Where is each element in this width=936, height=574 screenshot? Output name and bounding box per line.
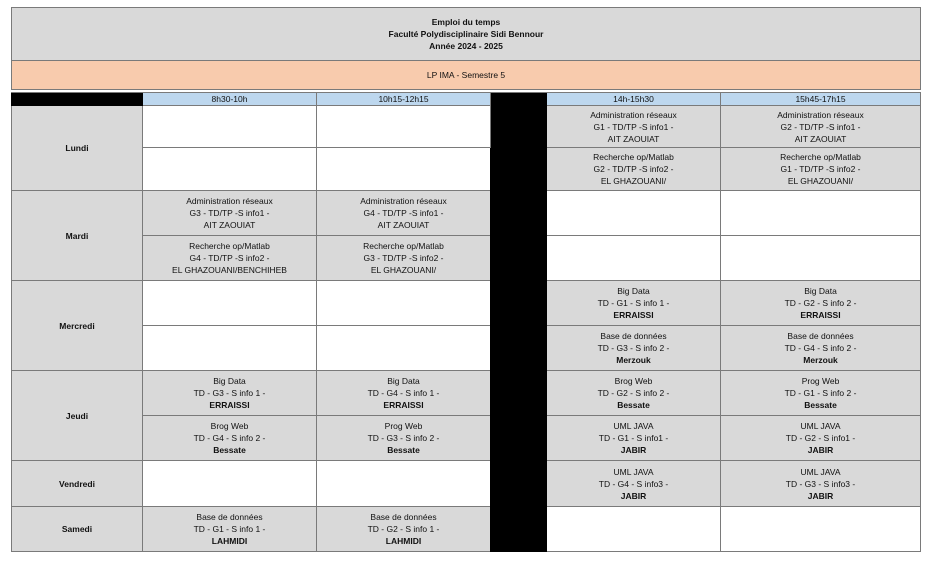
group-info: G3 - TD/TP -S info2 - bbox=[363, 253, 444, 263]
empty-slot bbox=[317, 106, 491, 148]
teacher-name: Bessate bbox=[617, 400, 650, 410]
class-cell bbox=[721, 148, 921, 191]
course-name: Base de données bbox=[600, 331, 667, 341]
group-info: TD - G2 - S info 2 - bbox=[784, 298, 857, 308]
course-name: Prog Web bbox=[384, 421, 423, 431]
course-name: Recherche op/Matlab bbox=[593, 152, 674, 162]
class-cell bbox=[143, 371, 317, 416]
empty-slot bbox=[143, 106, 317, 148]
course-name: Brog Web bbox=[614, 376, 653, 386]
slot-header-1: 8h30-10h bbox=[143, 93, 317, 106]
course-name: UML JAVA bbox=[800, 421, 841, 431]
teacher-name: JABIR bbox=[807, 490, 834, 501]
class-cell bbox=[547, 148, 721, 191]
course-name: UML JAVA bbox=[800, 466, 841, 477]
timetable-title bbox=[12, 8, 921, 61]
group-info: TD - G4 - S info 1 - bbox=[367, 388, 440, 398]
empty-slot bbox=[547, 507, 721, 552]
class-cell bbox=[317, 191, 491, 236]
empty-slot bbox=[317, 148, 491, 191]
class-cell bbox=[143, 236, 317, 281]
day-label: Jeudi bbox=[12, 371, 143, 461]
course-name: Administration réseaux bbox=[777, 109, 864, 120]
group-info: TD - G2 - S info1 - bbox=[785, 433, 856, 443]
class-cell bbox=[143, 507, 317, 552]
teacher-name: Merzouk bbox=[616, 355, 651, 365]
course-name: Brog Web bbox=[210, 421, 249, 431]
group-info: TD - G4 - S info3 - bbox=[598, 478, 669, 489]
group-info: G1 - TD/TP -S info1 - bbox=[593, 121, 674, 132]
class-cell bbox=[317, 371, 491, 416]
course-name: Base de données bbox=[370, 512, 437, 522]
teacher-name: ERRAISSI bbox=[383, 400, 424, 410]
slot-header-2: 10h15-12h15 bbox=[317, 93, 491, 106]
class-cell bbox=[721, 326, 921, 371]
group-info: TD - G3 - S info 1 - bbox=[193, 388, 266, 398]
group-info: TD - G3 - S info 2 - bbox=[597, 343, 670, 353]
teacher-name: Bessate bbox=[387, 445, 420, 455]
corner-cell bbox=[12, 93, 143, 106]
group-info: TD - G1 - S info1 - bbox=[598, 433, 669, 443]
class-cell bbox=[317, 236, 491, 281]
teacher-name: LAHMIDI bbox=[211, 536, 248, 546]
lunch-break-header bbox=[491, 93, 547, 106]
teacher-name: AIT ZAOUIAT bbox=[203, 220, 256, 230]
class-cell bbox=[721, 461, 921, 507]
teacher-name: AIT ZAOUIAT bbox=[377, 220, 430, 230]
course-name: Administration réseaux bbox=[186, 196, 273, 206]
teacher-name: ERRAISSI bbox=[613, 310, 654, 320]
course-name: Administration réseaux bbox=[590, 109, 677, 120]
teacher-name: LAHMIDI bbox=[385, 536, 422, 546]
teacher-name: EL GHAZOUANI/ bbox=[370, 265, 437, 275]
group-info: TD - G1 - S info 2 - bbox=[784, 388, 857, 398]
class-cell bbox=[317, 507, 491, 552]
group-info: TD - G3 - S info3 - bbox=[785, 478, 856, 489]
program-banner: LP IMA - Semestre 5 bbox=[12, 61, 921, 90]
empty-slot bbox=[143, 326, 317, 371]
empty-slot bbox=[721, 236, 921, 281]
course-name: UML JAVA bbox=[613, 421, 654, 431]
empty-slot bbox=[317, 326, 491, 371]
course-name: Big Data bbox=[804, 286, 837, 296]
slot-header-3: 14h-15h30 bbox=[547, 93, 721, 106]
group-info: TD - G4 - S info 2 - bbox=[193, 433, 266, 443]
course-name: Recherche op/Matlab bbox=[189, 241, 270, 251]
class-cell bbox=[143, 191, 317, 236]
course-name: Big Data bbox=[617, 286, 650, 296]
teacher-name: ERRAISSI bbox=[209, 400, 250, 410]
class-cell bbox=[721, 371, 921, 416]
empty-slot bbox=[143, 461, 317, 507]
empty-slot bbox=[547, 236, 721, 281]
empty-slot bbox=[721, 507, 921, 552]
teacher-name: Bessate bbox=[213, 445, 246, 455]
group-info: G4 - TD/TP -S info2 - bbox=[189, 253, 270, 263]
class-cell bbox=[547, 461, 721, 507]
teacher-name: AIT ZAOUIAT bbox=[794, 133, 847, 144]
class-cell bbox=[721, 281, 921, 326]
course-name: UML JAVA bbox=[613, 466, 654, 477]
teacher-name: JABIR bbox=[807, 445, 834, 455]
course-name: Recherche op/Matlab bbox=[780, 152, 861, 162]
course-name: Big Data bbox=[387, 376, 420, 386]
empty-slot bbox=[317, 281, 491, 326]
course-name: Base de données bbox=[196, 512, 263, 522]
day-label: Lundi bbox=[12, 106, 143, 191]
timetable bbox=[11, 7, 921, 552]
slot-header-4: 15h45-17h15 bbox=[721, 93, 921, 106]
teacher-name: EL GHAZOUANI/ bbox=[600, 176, 667, 186]
class-cell bbox=[547, 416, 721, 461]
class-cell bbox=[547, 281, 721, 326]
group-info: TD - G3 - S info 2 - bbox=[367, 433, 440, 443]
teacher-name: EL GHAZOUANI/BENCHIHEB bbox=[172, 265, 287, 275]
teacher-name: JABIR bbox=[620, 490, 647, 501]
course-name: Base de données bbox=[787, 331, 854, 341]
teacher-name: JABIR bbox=[620, 445, 647, 455]
empty-slot bbox=[143, 148, 317, 191]
faculty-name: Faculté Polydisciplinaire Sidi Bennour bbox=[388, 29, 544, 39]
class-cell bbox=[721, 106, 921, 148]
teacher-name: Bessate bbox=[804, 400, 837, 410]
class-cell bbox=[547, 326, 721, 371]
teacher-name: AIT ZAOUIAT bbox=[607, 133, 660, 144]
group-info: G1 - TD/TP -S info2 - bbox=[780, 164, 861, 174]
course-name: Big Data bbox=[213, 376, 246, 386]
class-cell bbox=[547, 371, 721, 416]
course-name: Prog Web bbox=[801, 376, 840, 386]
class-cell bbox=[317, 416, 491, 461]
academic-year: Année 2024 - 2025 bbox=[429, 41, 503, 51]
empty-slot bbox=[721, 191, 921, 236]
course-name: Recherche op/Matlab bbox=[363, 241, 444, 251]
group-info: TD - G1 - S info 1 - bbox=[597, 298, 670, 308]
day-label: Mercredi bbox=[12, 281, 143, 371]
empty-slot bbox=[547, 191, 721, 236]
class-cell bbox=[547, 106, 721, 148]
group-info: G2 - TD/TP -S info2 - bbox=[593, 164, 674, 174]
teacher-name: EL GHAZOUANI/ bbox=[787, 176, 854, 186]
class-cell bbox=[721, 416, 921, 461]
empty-slot bbox=[143, 281, 317, 326]
lunch-break-column bbox=[491, 106, 547, 552]
group-info: TD - G2 - S info 2 - bbox=[597, 388, 670, 398]
day-label: Vendredi bbox=[12, 461, 143, 507]
group-info: G4 - TD/TP -S info1 - bbox=[363, 208, 444, 218]
day-label: Mardi bbox=[12, 191, 143, 281]
group-info: TD - G4 - S info 2 - bbox=[784, 343, 857, 353]
title-line: Emploi du temps bbox=[431, 17, 501, 27]
group-info: TD - G1 - S info 1 - bbox=[193, 524, 266, 534]
class-cell bbox=[143, 416, 317, 461]
teacher-name: Merzouk bbox=[803, 355, 838, 365]
course-name: Administration réseaux bbox=[360, 196, 447, 206]
group-info: G2 - TD/TP -S info1 - bbox=[780, 121, 861, 132]
group-info: TD - G2 - S info 1 - bbox=[367, 524, 440, 534]
group-info: G3 - TD/TP -S info1 - bbox=[189, 208, 270, 218]
empty-slot bbox=[317, 461, 491, 507]
teacher-name: ERRAISSI bbox=[800, 310, 841, 320]
day-label: Samedi bbox=[12, 507, 143, 552]
